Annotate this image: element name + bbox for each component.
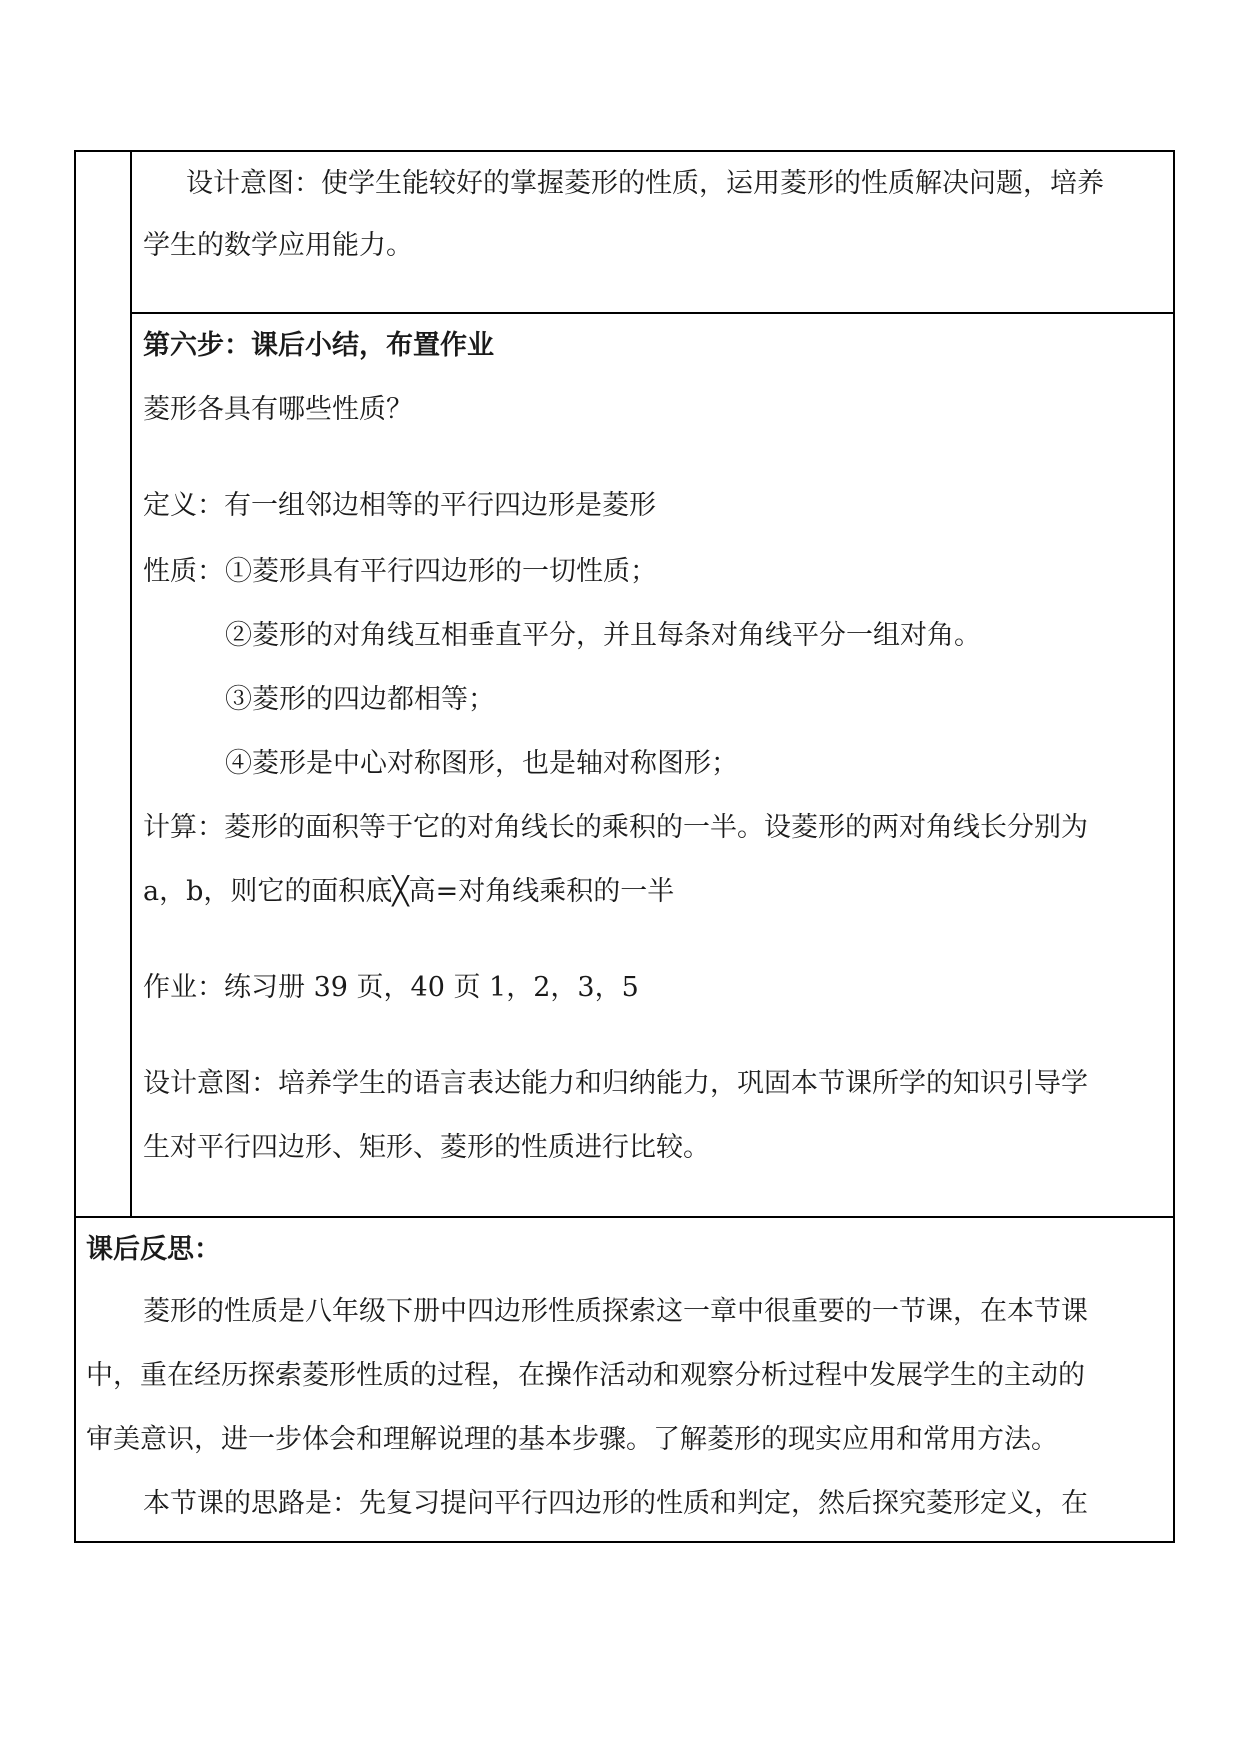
property-item-4: ④菱形是中心对称图形，也是轴对称图形； [225,748,738,779]
property-item-3: ③菱形的四边都相等； [225,684,495,715]
row-divider-1 [130,312,1175,314]
reflection-line-1: 菱形的性质是八年级下册中四边形性质探索这一章中很重要的一节课，在本节课 [143,1296,1088,1327]
column-divider [130,150,132,1218]
table-border-left [74,150,76,1543]
property-label: 性质： [143,556,224,587]
table-border-right [1173,150,1175,1543]
reflection-line-4: 本节课的思路是：先复习提问平行四边形的性质和判定，然后探究菱形定义，在 [143,1488,1088,1519]
reflection-line-2: 中，重在经历探索菱形性质的过程，在操作活动和观察分析过程中发展学生的主动的 [86,1360,1085,1391]
table-border-bottom [74,1541,1175,1543]
design-intent-line-2: 学生的数学应用能力。 [143,230,413,261]
table-border-top [74,150,1175,152]
property-item-2: ②菱形的对角线互相垂直平分，并且每条对角线平分一组对角。 [225,620,981,651]
design-intent-2-line-1: 设计意图：培养学生的语言表达能力和归纳能力，巩固本节课所学的知识引导学 [143,1068,1088,1099]
calculation-line-2: a，b，则它的面积底╳高=对角线乘积的一半 [143,876,675,907]
row-divider-2 [74,1216,1175,1218]
definition-text: 定义：有一组邻边相等的平行四边形是菱形 [143,490,656,521]
step-six-heading: 第六步：课后小结，布置作业 [143,330,494,361]
homework-text: 作业：练习册 39 页，40 页 1，2，3，5 [143,972,639,1003]
rhombus-question: 菱形各具有哪些性质？ [143,394,413,425]
design-intent-2-line-2: 生对平行四边形、矩形、菱形的性质进行比较。 [143,1132,710,1163]
property-item-1: ①菱形具有平行四边形的一切性质； [225,556,657,587]
reflection-heading: 课后反思： [86,1234,221,1265]
calculation-line-1: 计算：菱形的面积等于它的对角线长的乘积的一半。设菱形的两对角线长分别为 [143,812,1088,843]
reflection-line-3: 审美意识，进一步体会和理解说理的基本步骤。了解菱形的现实应用和常用方法。 [86,1424,1058,1455]
design-intent-line-1: 设计意图：使学生能较好的掌握菱形的性质，运用菱形的性质解决问题，培养 [186,168,1104,199]
